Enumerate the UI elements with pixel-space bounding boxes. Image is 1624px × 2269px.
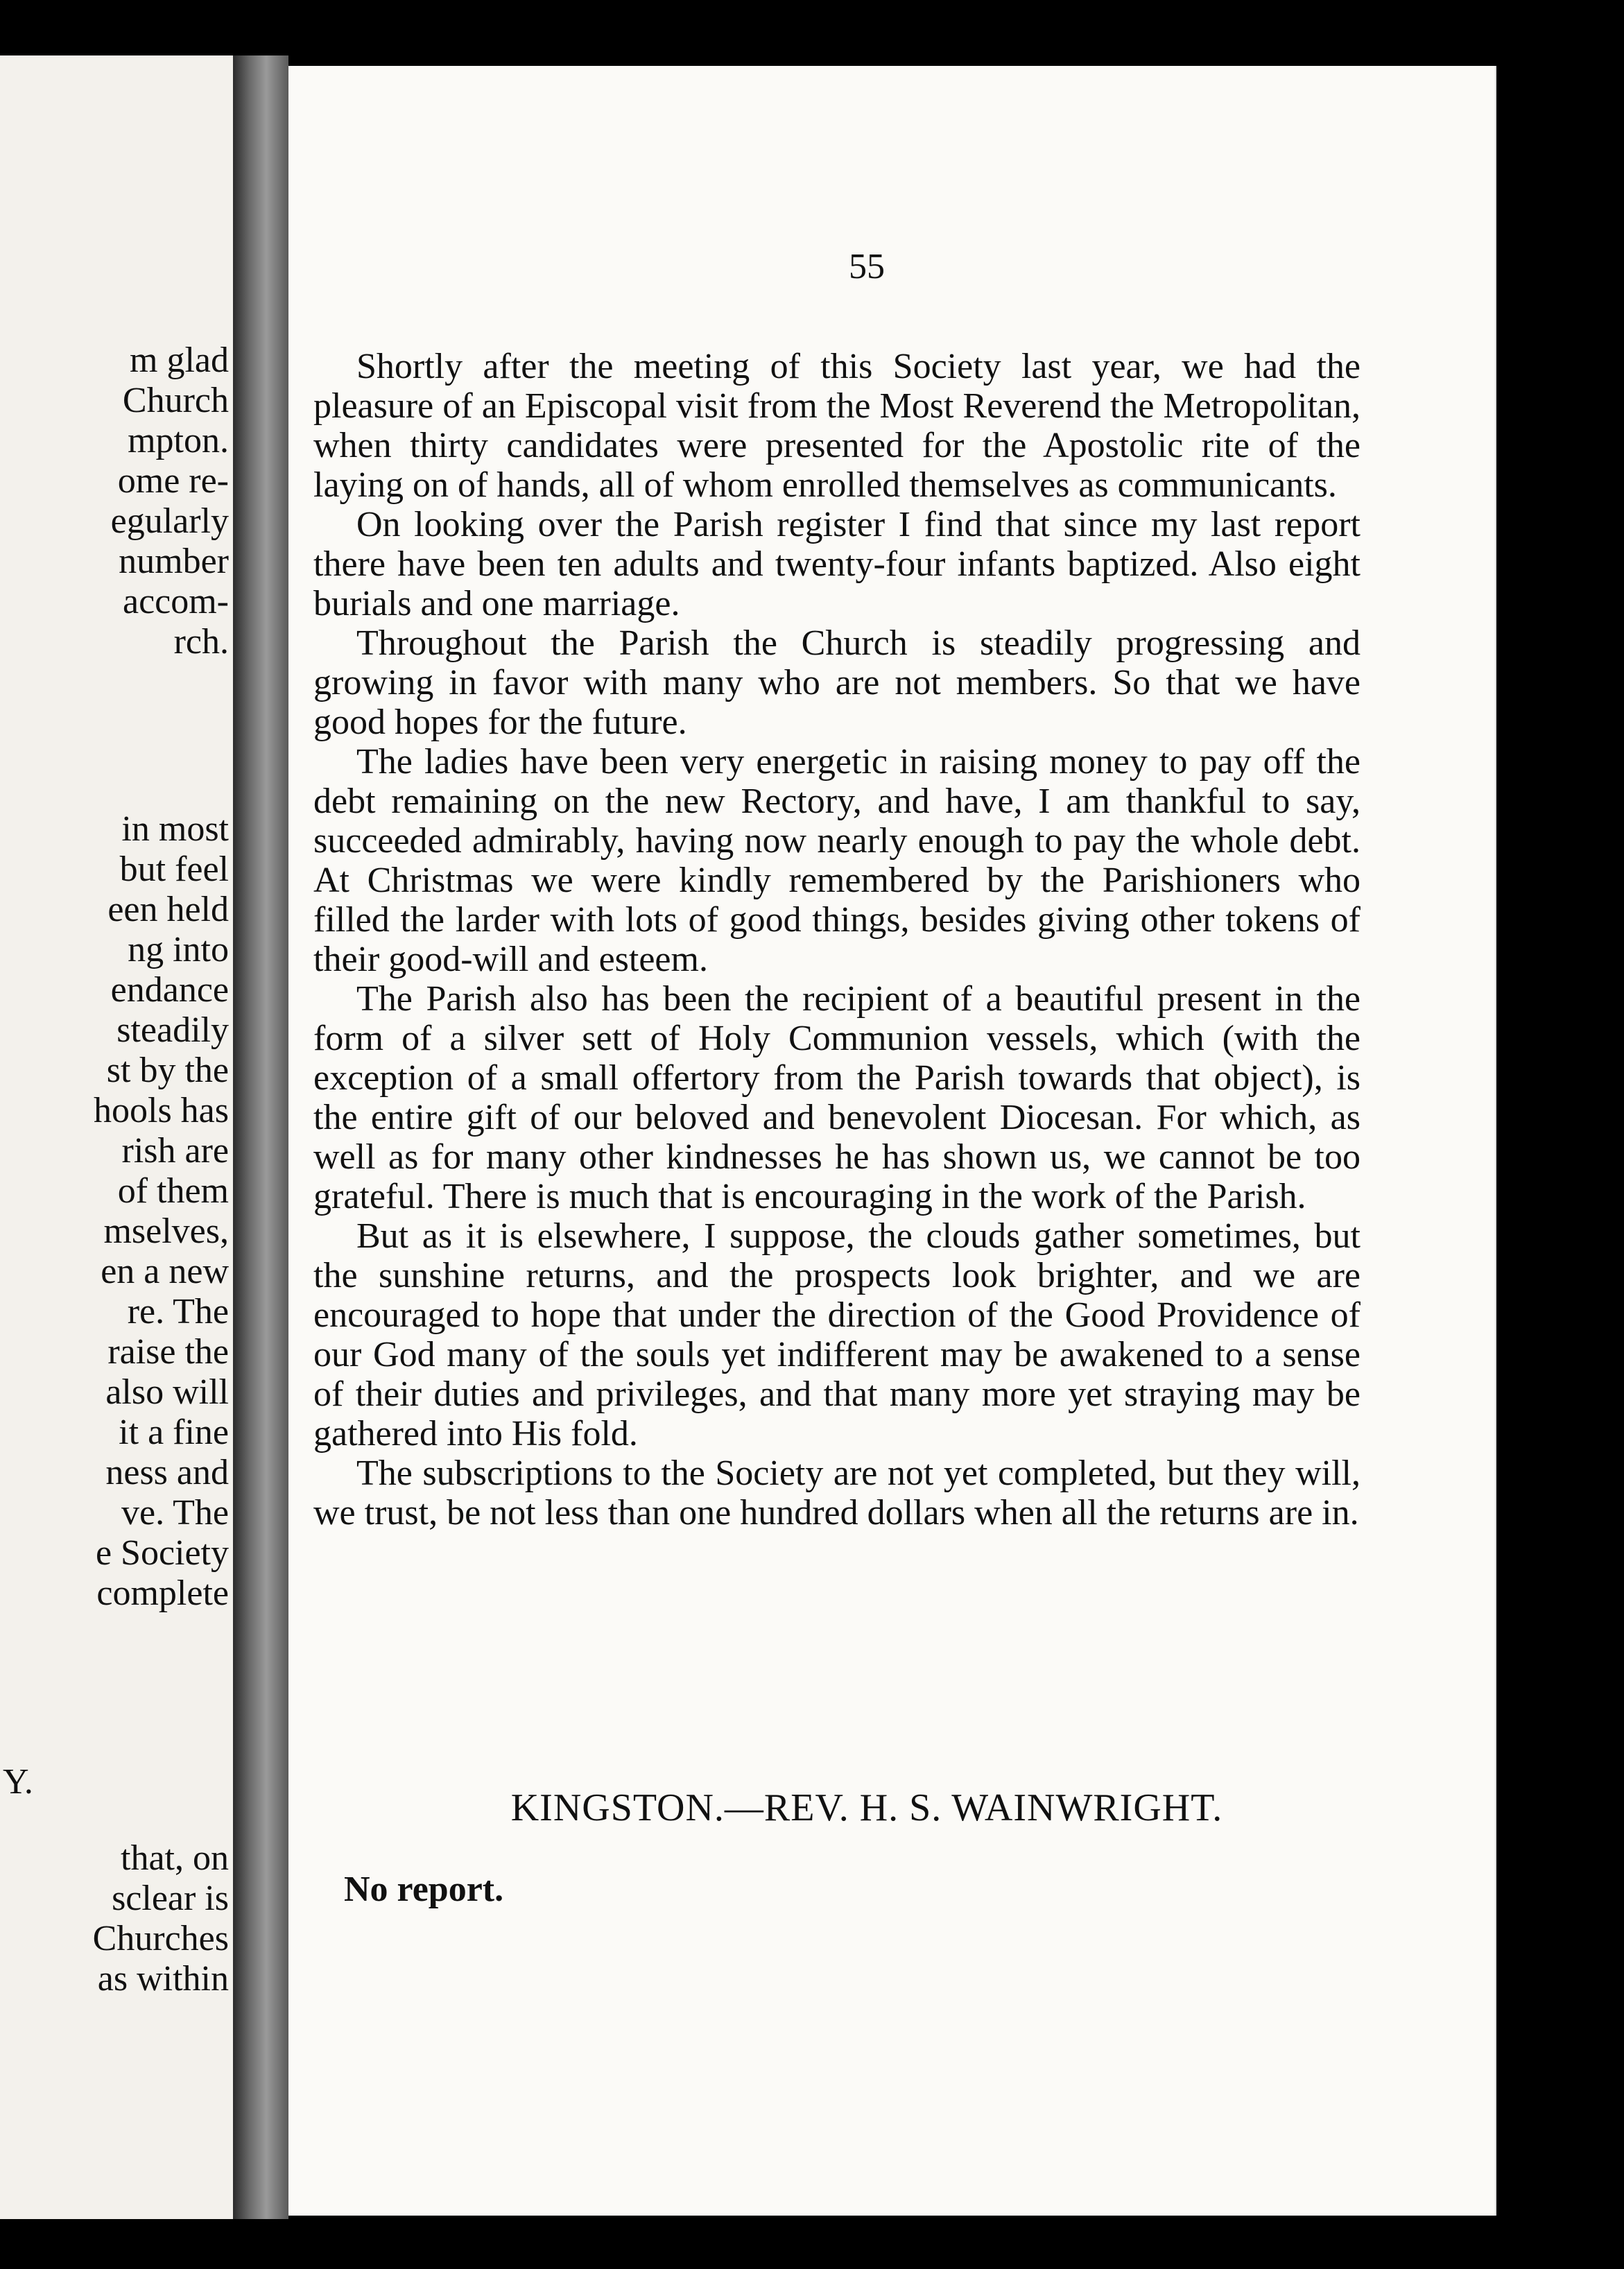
previous-page-line: endance xyxy=(110,970,229,1010)
previous-page-line: ness and xyxy=(105,1453,229,1492)
previous-page-line: ng into xyxy=(128,930,229,969)
previous-page-line: een held xyxy=(107,890,229,929)
paragraph: The ladies have been very energetic in raising money to pay off the debt remaining on the new Rectory, and have, I am thankful to say, succeeded admirably, having now nearly enough to pay the whole debt. At Christmas we were kindly remembered by the Parishioners who filled the larder with lots of good things, besides giving other tokens of their good-will and esteem. xyxy=(313,742,1360,979)
section-heading: KINGSTON.—REV. H. S. WAINWRIGHT. xyxy=(510,1786,1223,1829)
paragraph: Shortly after the meeting of this Society last year, we had the pleasure of an Episcopal visit from the Most Reverend the Metropolitan, when thirty candidates were presented for the Apostolic rite of the laying on of hands, all of whom enrolled themselves as communicants. xyxy=(313,347,1360,505)
previous-page-line: accom- xyxy=(122,582,229,621)
previous-page-line: number xyxy=(119,542,229,581)
previous-page-line: re. The xyxy=(127,1292,229,1331)
previous-page-line: m glad xyxy=(130,340,229,380)
previous-page-line: mselves, xyxy=(103,1211,229,1251)
previous-page-line: Y. xyxy=(3,1762,33,1802)
previous-page-line: in most xyxy=(121,809,229,849)
section-note: No report. xyxy=(344,1870,504,1909)
previous-page-line: steadily xyxy=(116,1010,229,1050)
previous-page-line: also will xyxy=(105,1372,229,1412)
previous-page-line: e Society xyxy=(95,1533,229,1573)
current-page xyxy=(288,66,1496,2216)
paragraph: The Parish also has been the recipient of a beautiful present in the form of a silver sett of Holy Communion vessels, which (with the exception of a small offertory from the Parish towards that object), is the entire gift of our beloved and benevolent Diocesan. For which, as well as for many other kindnesses he has shown us, we cannot be too grateful. There is much that is encouraging in the work of the Parish. xyxy=(313,979,1360,1216)
previous-page-line: Church xyxy=(122,381,229,420)
previous-page-line: sclear is xyxy=(112,1879,229,1918)
report-body xyxy=(313,347,1360,1533)
paragraph: Throughout the Parish the Church is steadily progressing and growing in favor with many who are not members. So that we have good hopes for the future. xyxy=(313,623,1360,742)
previous-page-line: raise the xyxy=(107,1332,229,1372)
previous-page-text xyxy=(0,55,233,2219)
previous-page xyxy=(0,55,233,2219)
previous-page-line: ome re- xyxy=(117,461,229,501)
page-number: 55 xyxy=(849,247,885,286)
book-gutter xyxy=(233,55,288,2219)
paragraph: But as it is elsewhere, I suppose, the clouds gather sometimes, but the sunshine returns, and the prospects look brighter, and we are encouraged to hope that under the direction of the Good Providence of our God many of the souls yet indifferent may be awakened to a sense of their duties and privileges, and that many more yet straying may be gathered into His fold. xyxy=(313,1216,1360,1453)
previous-page-line: rish are xyxy=(121,1131,229,1171)
previous-page-line: ve. The xyxy=(121,1493,229,1533)
previous-page-line: mpton. xyxy=(128,421,229,460)
previous-page-line: that, on xyxy=(121,1838,229,1878)
paragraph: The subscriptions to the Society are not yet completed, but they will, we trust, be not less than one hundred dollars when all the returns are in. xyxy=(313,1453,1360,1533)
previous-page-line: en a new xyxy=(101,1252,229,1291)
previous-page-line: of them xyxy=(117,1171,229,1211)
previous-page-line: but feel xyxy=(119,849,229,889)
previous-page-line: hools has xyxy=(94,1091,229,1130)
previous-page-line: egularly xyxy=(110,501,229,541)
previous-page-line: Churches xyxy=(92,1919,229,1958)
paragraph: On looking over the Parish register I find that since my last report there have been ten adults and twenty-four infants baptized. Also eight burials and one marriage. xyxy=(313,505,1360,623)
previous-page-line: it a fine xyxy=(119,1413,229,1452)
previous-page-line: complete xyxy=(96,1573,229,1613)
previous-page-line: st by the xyxy=(106,1051,229,1090)
previous-page-line: as within xyxy=(97,1959,229,1999)
previous-page-line: rch. xyxy=(173,622,229,662)
